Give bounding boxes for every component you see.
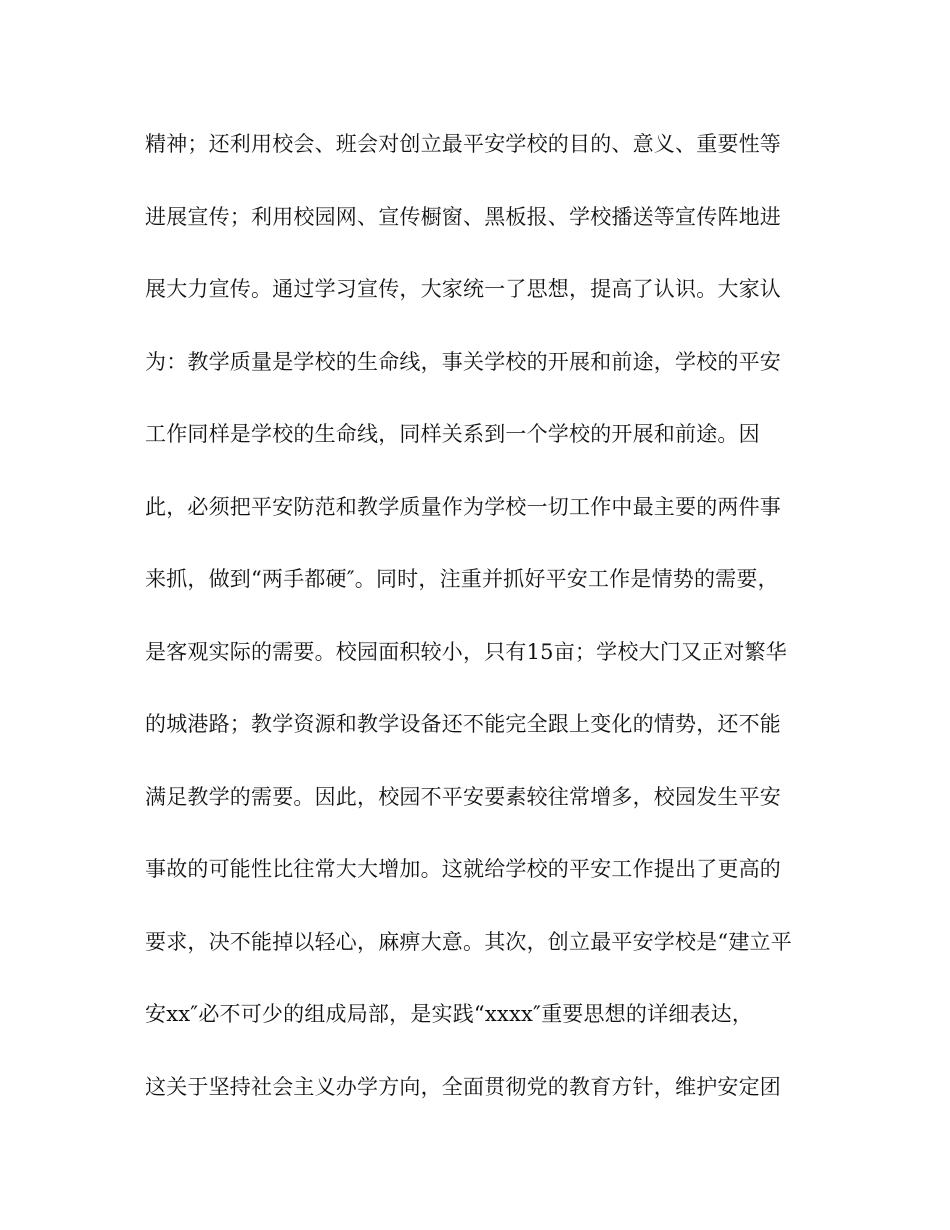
text-line: 安xx″必不可少的组成局部，是实践“xxxx″重要思想的详细表达， bbox=[145, 1002, 754, 1026]
text-line: 的城港路；教学资源和教学设备还不能完全跟上变化的情势，还不能 bbox=[145, 712, 781, 736]
text-line: 展大力宣传。通过学习宣传，大家统一了思想，提高了认识。大家认 bbox=[145, 277, 781, 301]
text-line: 进展宣传；利用校园网、宣传橱窗、黑板报、学校播送等宣传阵地进 bbox=[145, 204, 781, 229]
text-line: 要求，决不能掉以轻心，麻痹大意。其次，创立最平安学校是“建立平 bbox=[145, 929, 792, 954]
text-line: 是客观实际的需要。校园面积较小，只有15亩；学校大门又正对繁华 bbox=[145, 639, 787, 664]
text-line: 来抓，做到“两手都硬″。同时，注重并抓好平安工作是情势的需要， bbox=[145, 567, 779, 591]
body-text bbox=[145, 120, 815, 1135]
text-line: 工作同样是学校的生命线，同样关系到一个学校的开展和前途。因 bbox=[145, 422, 760, 446]
text-line: 事故的可能性比往常大大增加。这就给学校的平安工作提出了更高的 bbox=[145, 857, 781, 881]
text-line: 精神；还利用校会、班会对创立最平安学校的目的、意义、重要性等 bbox=[145, 132, 781, 156]
text-line: 满足教学的需要。因此，校园不平安要素较往常增多，校园发生平安 bbox=[145, 784, 781, 809]
text-line: 为：教学质量是学校的生命线，事关学校的开展和前途，学校的平安 bbox=[145, 349, 781, 374]
text-line: 此，必须把平安防范和教学质量作为学校一切工作中最主要的两件事 bbox=[145, 494, 781, 519]
text-line: 这关于坚持社会主义办学方向，全面贯彻党的教育方针，维护安定团 bbox=[145, 1074, 781, 1099]
